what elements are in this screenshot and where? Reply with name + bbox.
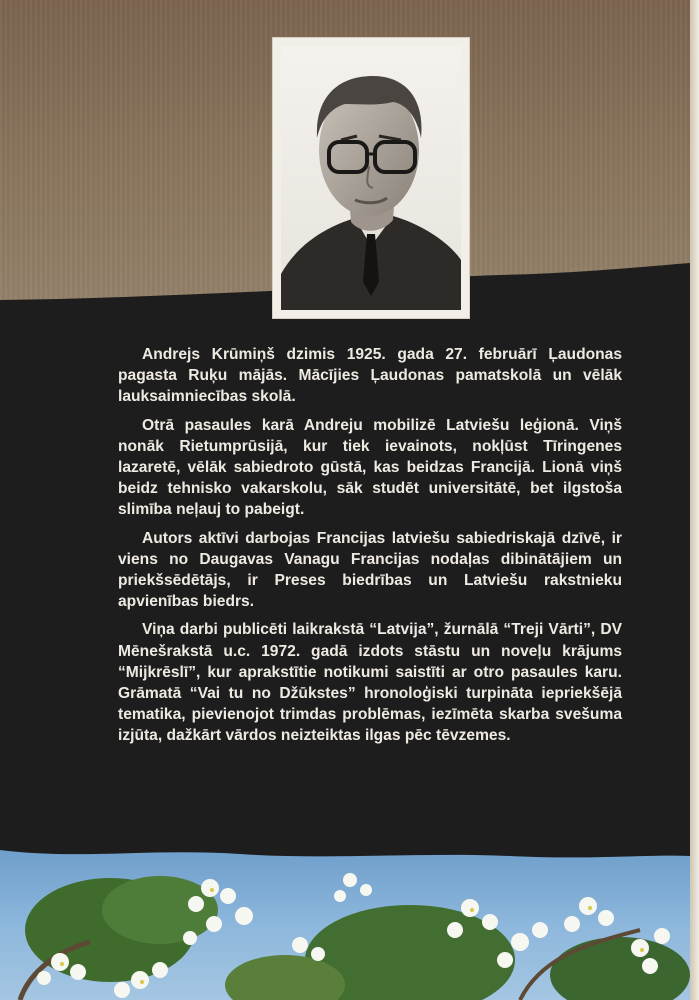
flower-photo-band	[0, 850, 690, 1000]
bio-paragraph: Andrejs Krūmiņš dzimis 1925. gada 27. februārī Ļaudonas pagasta Ruķu mājās. Mācījies Ļaudonas pamatskolā un vēlāk lauksaimniecības skolā.	[118, 346, 622, 406]
bio-paragraph: Viņa darbi publicēti laikrakstā “Latvija”, žurnālā “Treji Vārti”, DV Mēnešrakstā u.c. 1972. gadā izdots stāstu un noveļu krājums “Mijkrēslī”, kur aprakstītie notikumi saistīti ar otro pasaules karu. Grāmatā “Vai tu no Džūkstes” hronoloģiski turpināta iepriekšējā tematika, pievienojot trimdas problēmas, iezīmēta skarba svešuma izjūta, dažkārt vārdos neizteiktas ilgas pēc tēvzemes.	[118, 621, 622, 745]
cherry-blossom-image	[0, 850, 690, 1000]
author-portrait	[281, 46, 461, 310]
bio-paragraph: Autors aktīvi darbojas Francijas latviešu sabiedriskajā dzīvē, ir viens no Daugavas Vanagu Francijas nodaļas dibinātājiem un priekšsēdētājs, ir Preses biedrības un Latviešu rakstnieku apvienības biedrs.	[118, 529, 622, 611]
author-biography	[118, 344, 622, 754]
author-portrait-photo	[273, 38, 469, 318]
paper-edge	[690, 0, 699, 1000]
bio-paragraph: Otrā pasaules karā Andreju mobilizē Latviešu leģionā. Viņš nonāk Rietumprūsijā, kur tiek ievainots, nokļūst Tīringenes lazaretē, vēlāk sabiedroto gūstā, kas beidzas Francijā. Lionā viņš beidz tehnisko vakarskolu, sāk studēt universitātē, bet ilgstoša slimība neļauj to pabeigt.	[118, 416, 622, 519]
